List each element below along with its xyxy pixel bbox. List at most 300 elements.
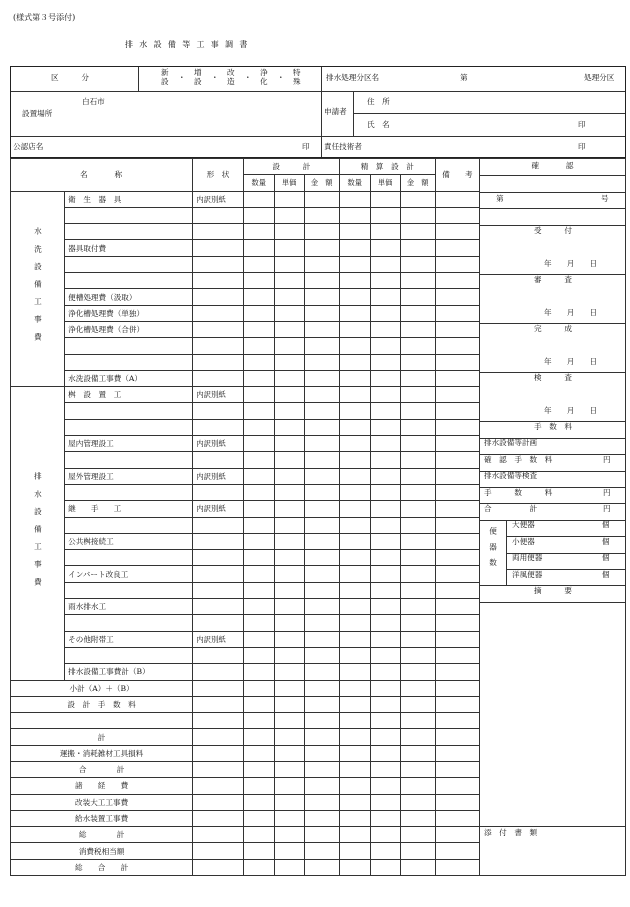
row-value-cell[interactable] xyxy=(339,550,370,566)
row-value-cell[interactable] xyxy=(274,647,304,663)
row-value-cell[interactable] xyxy=(274,354,304,370)
row-value-cell[interactable] xyxy=(400,354,435,370)
row-value-cell[interactable] xyxy=(370,664,400,680)
row-value-cell[interactable] xyxy=(274,533,304,549)
row-value-cell[interactable] xyxy=(370,550,400,566)
summary-value-cell[interactable] xyxy=(339,794,370,810)
summary-value-cell[interactable] xyxy=(304,761,339,777)
row-value-cell[interactable] xyxy=(435,452,479,468)
row-value-cell[interactable] xyxy=(400,370,435,386)
row-value-cell[interactable] xyxy=(400,419,435,435)
row-value-cell[interactable] xyxy=(304,647,339,663)
summary-value-cell[interactable] xyxy=(304,696,339,712)
summary-value-cell[interactable] xyxy=(400,827,435,843)
row-value-cell[interactable] xyxy=(400,403,435,419)
summary-value-cell[interactable] xyxy=(274,680,304,696)
row-value-cell[interactable] xyxy=(339,240,370,256)
row-value-cell[interactable] xyxy=(243,191,274,207)
summary-value-cell[interactable] xyxy=(370,810,400,826)
row-value-cell[interactable] xyxy=(243,436,274,452)
row-value-cell[interactable] xyxy=(243,566,274,582)
summary-value-cell[interactable] xyxy=(274,810,304,826)
row-value-cell[interactable] xyxy=(243,224,274,240)
row-value-cell[interactable] xyxy=(274,550,304,566)
row-value-cell[interactable] xyxy=(243,354,274,370)
summary-value-cell[interactable] xyxy=(339,778,370,794)
row-value-cell[interactable] xyxy=(400,533,435,549)
row-value-cell[interactable] xyxy=(243,240,274,256)
summary-value-cell[interactable] xyxy=(435,696,479,712)
row-value-cell[interactable] xyxy=(435,354,479,370)
summary-value-cell[interactable] xyxy=(193,713,244,729)
row-value-cell[interactable] xyxy=(243,647,274,663)
row-value-cell[interactable] xyxy=(274,582,304,598)
summary-value-cell[interactable] xyxy=(435,713,479,729)
row-value-cell[interactable] xyxy=(435,240,479,256)
summary-value-cell[interactable] xyxy=(193,761,244,777)
row-value-cell[interactable] xyxy=(274,631,304,647)
row-value-cell[interactable] xyxy=(370,240,400,256)
row-value-cell[interactable] xyxy=(304,517,339,533)
row-value-cell[interactable] xyxy=(435,631,479,647)
summary-value-cell[interactable] xyxy=(243,745,274,761)
row-value-cell[interactable] xyxy=(435,224,479,240)
summary-value-cell[interactable] xyxy=(274,827,304,843)
row-value-cell[interactable] xyxy=(304,224,339,240)
row-value-cell[interactable] xyxy=(274,452,304,468)
row-value-cell[interactable] xyxy=(435,582,479,598)
row-value-cell[interactable] xyxy=(243,321,274,337)
summary-value-cell[interactable] xyxy=(370,680,400,696)
row-value-cell[interactable] xyxy=(435,533,479,549)
row-value-cell[interactable] xyxy=(274,338,304,354)
row-value-cell[interactable] xyxy=(274,273,304,289)
row-value-cell[interactable] xyxy=(400,224,435,240)
row-value-cell[interactable] xyxy=(370,533,400,549)
row-value-cell[interactable] xyxy=(243,550,274,566)
row-value-cell[interactable] xyxy=(339,501,370,517)
row-value-cell[interactable] xyxy=(274,370,304,386)
row-value-cell[interactable] xyxy=(274,289,304,305)
row-value-cell[interactable] xyxy=(339,436,370,452)
row-value-cell[interactable] xyxy=(274,436,304,452)
summary-value-cell[interactable] xyxy=(193,778,244,794)
summary-value-cell[interactable] xyxy=(274,729,304,745)
row-value-cell[interactable] xyxy=(304,468,339,484)
summary-value-cell[interactable] xyxy=(370,696,400,712)
summary-value-cell[interactable] xyxy=(400,696,435,712)
row-value-cell[interactable] xyxy=(304,256,339,272)
row-value-cell[interactable] xyxy=(243,599,274,615)
summary-value-cell[interactable] xyxy=(304,794,339,810)
summary-value-cell[interactable] xyxy=(435,745,479,761)
summary-value-cell[interactable] xyxy=(435,729,479,745)
row-value-cell[interactable] xyxy=(400,484,435,500)
row-value-cell[interactable] xyxy=(370,256,400,272)
row-value-cell[interactable] xyxy=(370,566,400,582)
row-value-cell[interactable] xyxy=(400,338,435,354)
row-value-cell[interactable] xyxy=(339,403,370,419)
row-value-cell[interactable] xyxy=(370,452,400,468)
row-value-cell[interactable] xyxy=(339,647,370,663)
row-value-cell[interactable] xyxy=(339,191,370,207)
row-value-cell[interactable] xyxy=(274,484,304,500)
row-value-cell[interactable] xyxy=(304,533,339,549)
summary-value-cell[interactable] xyxy=(370,827,400,843)
row-value-cell[interactable] xyxy=(304,387,339,403)
row-value-cell[interactable] xyxy=(400,615,435,631)
row-value-cell[interactable] xyxy=(304,305,339,321)
summary-value-cell[interactable] xyxy=(339,843,370,859)
row-value-cell[interactable] xyxy=(304,207,339,223)
row-value-cell[interactable] xyxy=(304,566,339,582)
row-value-cell[interactable] xyxy=(339,224,370,240)
summary-value-cell[interactable] xyxy=(193,843,244,859)
row-value-cell[interactable] xyxy=(400,468,435,484)
summary-value-cell[interactable] xyxy=(435,859,479,875)
row-value-cell[interactable] xyxy=(400,240,435,256)
summary-value-cell[interactable] xyxy=(339,859,370,875)
row-value-cell[interactable] xyxy=(243,501,274,517)
row-value-cell[interactable] xyxy=(304,289,339,305)
row-value-cell[interactable] xyxy=(274,256,304,272)
summary-value-cell[interactable] xyxy=(243,696,274,712)
summary-value-cell[interactable] xyxy=(193,794,244,810)
row-value-cell[interactable] xyxy=(435,501,479,517)
row-value-cell[interactable] xyxy=(339,664,370,680)
row-value-cell[interactable] xyxy=(274,387,304,403)
row-value-cell[interactable] xyxy=(435,338,479,354)
row-value-cell[interactable] xyxy=(304,550,339,566)
row-value-cell[interactable] xyxy=(274,599,304,615)
summary-value-cell[interactable] xyxy=(193,696,244,712)
row-value-cell[interactable] xyxy=(370,631,400,647)
row-value-cell[interactable] xyxy=(339,207,370,223)
summary-value-cell[interactable] xyxy=(400,713,435,729)
row-value-cell[interactable] xyxy=(274,419,304,435)
summary-value-cell[interactable] xyxy=(339,827,370,843)
row-value-cell[interactable] xyxy=(435,517,479,533)
row-value-cell[interactable] xyxy=(243,256,274,272)
summary-value-cell[interactable] xyxy=(370,778,400,794)
row-value-cell[interactable] xyxy=(304,321,339,337)
summary-value-cell[interactable] xyxy=(435,680,479,696)
row-value-cell[interactable] xyxy=(400,631,435,647)
summary-value-cell[interactable] xyxy=(243,729,274,745)
row-value-cell[interactable] xyxy=(304,419,339,435)
row-value-cell[interactable] xyxy=(435,647,479,663)
row-value-cell[interactable] xyxy=(400,517,435,533)
row-value-cell[interactable] xyxy=(243,338,274,354)
summary-value-cell[interactable] xyxy=(400,843,435,859)
row-value-cell[interactable] xyxy=(304,370,339,386)
summary-value-cell[interactable] xyxy=(274,794,304,810)
row-value-cell[interactable] xyxy=(339,599,370,615)
row-value-cell[interactable] xyxy=(435,207,479,223)
summary-value-cell[interactable] xyxy=(274,859,304,875)
summary-value-cell[interactable] xyxy=(193,859,244,875)
row-value-cell[interactable] xyxy=(435,419,479,435)
row-value-cell[interactable] xyxy=(339,484,370,500)
row-value-cell[interactable] xyxy=(400,321,435,337)
row-value-cell[interactable] xyxy=(339,305,370,321)
row-value-cell[interactable] xyxy=(370,419,400,435)
row-value-cell[interactable] xyxy=(304,338,339,354)
row-value-cell[interactable] xyxy=(304,664,339,680)
row-value-cell[interactable] xyxy=(339,370,370,386)
row-value-cell[interactable] xyxy=(243,468,274,484)
row-value-cell[interactable] xyxy=(304,403,339,419)
row-value-cell[interactable] xyxy=(304,615,339,631)
row-value-cell[interactable] xyxy=(339,517,370,533)
row-value-cell[interactable] xyxy=(274,664,304,680)
row-value-cell[interactable] xyxy=(370,224,400,240)
row-value-cell[interactable] xyxy=(304,354,339,370)
row-value-cell[interactable] xyxy=(243,273,274,289)
row-value-cell[interactable] xyxy=(274,240,304,256)
summary-value-cell[interactable] xyxy=(400,745,435,761)
summary-value-cell[interactable] xyxy=(304,843,339,859)
summary-value-cell[interactable] xyxy=(339,729,370,745)
row-value-cell[interactable] xyxy=(243,370,274,386)
row-value-cell[interactable] xyxy=(400,436,435,452)
summary-value-cell[interactable] xyxy=(304,680,339,696)
row-value-cell[interactable] xyxy=(400,647,435,663)
summary-value-cell[interactable] xyxy=(400,810,435,826)
row-value-cell[interactable] xyxy=(400,664,435,680)
summary-value-cell[interactable] xyxy=(274,761,304,777)
row-value-cell[interactable] xyxy=(274,517,304,533)
summary-value-cell[interactable] xyxy=(304,729,339,745)
summary-value-cell[interactable] xyxy=(274,696,304,712)
summary-value-cell[interactable] xyxy=(400,680,435,696)
row-value-cell[interactable] xyxy=(274,207,304,223)
row-value-cell[interactable] xyxy=(435,191,479,207)
row-value-cell[interactable] xyxy=(339,338,370,354)
summary-value-cell[interactable] xyxy=(435,778,479,794)
summary-value-cell[interactable] xyxy=(243,713,274,729)
row-value-cell[interactable] xyxy=(304,631,339,647)
row-value-cell[interactable] xyxy=(304,436,339,452)
row-value-cell[interactable] xyxy=(339,468,370,484)
row-value-cell[interactable] xyxy=(304,582,339,598)
row-value-cell[interactable] xyxy=(400,582,435,598)
row-value-cell[interactable] xyxy=(370,354,400,370)
summary-value-cell[interactable] xyxy=(193,680,244,696)
row-value-cell[interactable] xyxy=(435,370,479,386)
row-value-cell[interactable] xyxy=(339,387,370,403)
row-value-cell[interactable] xyxy=(274,468,304,484)
row-value-cell[interactable] xyxy=(435,664,479,680)
row-value-cell[interactable] xyxy=(274,403,304,419)
summary-value-cell[interactable] xyxy=(435,761,479,777)
row-value-cell[interactable] xyxy=(370,647,400,663)
row-value-cell[interactable] xyxy=(243,484,274,500)
row-value-cell[interactable] xyxy=(243,517,274,533)
summary-value-cell[interactable] xyxy=(370,761,400,777)
row-value-cell[interactable] xyxy=(274,321,304,337)
row-value-cell[interactable] xyxy=(435,468,479,484)
summary-value-cell[interactable] xyxy=(370,713,400,729)
row-value-cell[interactable] xyxy=(274,305,304,321)
row-value-cell[interactable] xyxy=(370,289,400,305)
row-value-cell[interactable] xyxy=(370,338,400,354)
row-value-cell[interactable] xyxy=(243,533,274,549)
summary-value-cell[interactable] xyxy=(370,859,400,875)
row-value-cell[interactable] xyxy=(274,224,304,240)
row-value-cell[interactable] xyxy=(370,517,400,533)
row-value-cell[interactable] xyxy=(339,452,370,468)
row-value-cell[interactable] xyxy=(304,452,339,468)
summary-value-cell[interactable] xyxy=(193,729,244,745)
row-value-cell[interactable] xyxy=(243,419,274,435)
row-value-cell[interactable] xyxy=(370,599,400,615)
row-value-cell[interactable] xyxy=(435,387,479,403)
row-value-cell[interactable] xyxy=(400,256,435,272)
summary-value-cell[interactable] xyxy=(304,778,339,794)
row-value-cell[interactable] xyxy=(274,566,304,582)
summary-value-cell[interactable] xyxy=(243,827,274,843)
row-value-cell[interactable] xyxy=(370,387,400,403)
row-value-cell[interactable] xyxy=(400,207,435,223)
row-value-cell[interactable] xyxy=(435,484,479,500)
row-value-cell[interactable] xyxy=(435,550,479,566)
summary-value-cell[interactable] xyxy=(274,843,304,859)
row-value-cell[interactable] xyxy=(435,403,479,419)
row-value-cell[interactable] xyxy=(243,452,274,468)
summary-value-cell[interactable] xyxy=(339,745,370,761)
row-value-cell[interactable] xyxy=(274,501,304,517)
row-value-cell[interactable] xyxy=(435,305,479,321)
row-value-cell[interactable] xyxy=(243,305,274,321)
row-value-cell[interactable] xyxy=(435,615,479,631)
summary-value-cell[interactable] xyxy=(400,794,435,810)
row-value-cell[interactable] xyxy=(339,321,370,337)
summary-value-cell[interactable] xyxy=(243,680,274,696)
row-value-cell[interactable] xyxy=(435,256,479,272)
row-value-cell[interactable] xyxy=(304,599,339,615)
row-value-cell[interactable] xyxy=(435,599,479,615)
summary-value-cell[interactable] xyxy=(339,761,370,777)
row-value-cell[interactable] xyxy=(435,273,479,289)
summary-value-cell[interactable] xyxy=(339,810,370,826)
row-value-cell[interactable] xyxy=(370,403,400,419)
summary-value-cell[interactable] xyxy=(304,713,339,729)
row-value-cell[interactable] xyxy=(304,191,339,207)
row-value-cell[interactable] xyxy=(400,452,435,468)
row-value-cell[interactable] xyxy=(274,615,304,631)
row-value-cell[interactable] xyxy=(243,582,274,598)
row-value-cell[interactable] xyxy=(400,599,435,615)
row-value-cell[interactable] xyxy=(304,240,339,256)
summary-value-cell[interactable] xyxy=(243,859,274,875)
row-value-cell[interactable] xyxy=(370,305,400,321)
summary-value-cell[interactable] xyxy=(370,794,400,810)
row-value-cell[interactable] xyxy=(304,501,339,517)
row-value-cell[interactable] xyxy=(243,631,274,647)
summary-value-cell[interactable] xyxy=(193,745,244,761)
row-value-cell[interactable] xyxy=(274,191,304,207)
summary-value-cell[interactable] xyxy=(304,810,339,826)
row-value-cell[interactable] xyxy=(339,533,370,549)
summary-value-cell[interactable] xyxy=(435,827,479,843)
row-value-cell[interactable] xyxy=(370,273,400,289)
summary-value-cell[interactable] xyxy=(243,843,274,859)
row-value-cell[interactable] xyxy=(370,436,400,452)
row-value-cell[interactable] xyxy=(370,370,400,386)
row-value-cell[interactable] xyxy=(370,501,400,517)
row-value-cell[interactable] xyxy=(339,582,370,598)
row-value-cell[interactable] xyxy=(400,550,435,566)
row-value-cell[interactable] xyxy=(370,191,400,207)
summary-value-cell[interactable] xyxy=(304,827,339,843)
row-value-cell[interactable] xyxy=(339,615,370,631)
summary-value-cell[interactable] xyxy=(400,859,435,875)
summary-value-cell[interactable] xyxy=(400,761,435,777)
row-value-cell[interactable] xyxy=(435,321,479,337)
row-value-cell[interactable] xyxy=(339,419,370,435)
row-value-cell[interactable] xyxy=(370,207,400,223)
row-value-cell[interactable] xyxy=(400,191,435,207)
row-value-cell[interactable] xyxy=(400,273,435,289)
row-value-cell[interactable] xyxy=(400,501,435,517)
summary-value-cell[interactable] xyxy=(370,745,400,761)
summary-value-cell[interactable] xyxy=(435,843,479,859)
row-value-cell[interactable] xyxy=(370,484,400,500)
summary-value-cell[interactable] xyxy=(339,696,370,712)
summary-value-cell[interactable] xyxy=(243,778,274,794)
row-value-cell[interactable] xyxy=(370,615,400,631)
summary-value-cell[interactable] xyxy=(435,810,479,826)
summary-value-cell[interactable] xyxy=(243,810,274,826)
row-value-cell[interactable] xyxy=(339,631,370,647)
row-value-cell[interactable] xyxy=(339,566,370,582)
row-value-cell[interactable] xyxy=(243,207,274,223)
summary-value-cell[interactable] xyxy=(370,729,400,745)
row-value-cell[interactable] xyxy=(339,354,370,370)
row-value-cell[interactable] xyxy=(370,468,400,484)
row-value-cell[interactable] xyxy=(243,615,274,631)
row-value-cell[interactable] xyxy=(339,273,370,289)
row-value-cell[interactable] xyxy=(243,387,274,403)
summary-value-cell[interactable] xyxy=(193,810,244,826)
row-value-cell[interactable] xyxy=(435,436,479,452)
row-value-cell[interactable] xyxy=(304,273,339,289)
summary-value-cell[interactable] xyxy=(274,778,304,794)
summary-value-cell[interactable] xyxy=(339,713,370,729)
row-value-cell[interactable] xyxy=(400,305,435,321)
summary-value-cell[interactable] xyxy=(243,761,274,777)
row-value-cell[interactable] xyxy=(243,289,274,305)
summary-value-cell[interactable] xyxy=(370,843,400,859)
row-value-cell[interactable] xyxy=(400,387,435,403)
summary-value-cell[interactable] xyxy=(193,827,244,843)
row-value-cell[interactable] xyxy=(339,289,370,305)
summary-value-cell[interactable] xyxy=(274,713,304,729)
summary-value-cell[interactable] xyxy=(400,778,435,794)
row-value-cell[interactable] xyxy=(339,256,370,272)
summary-value-cell[interactable] xyxy=(400,729,435,745)
row-value-cell[interactable] xyxy=(370,321,400,337)
summary-value-cell[interactable] xyxy=(274,745,304,761)
row-value-cell[interactable] xyxy=(435,566,479,582)
row-value-cell[interactable] xyxy=(370,582,400,598)
summary-value-cell[interactable] xyxy=(339,680,370,696)
summary-value-cell[interactable] xyxy=(243,794,274,810)
summary-value-cell[interactable] xyxy=(304,745,339,761)
row-value-cell[interactable] xyxy=(400,289,435,305)
row-value-cell[interactable] xyxy=(435,289,479,305)
